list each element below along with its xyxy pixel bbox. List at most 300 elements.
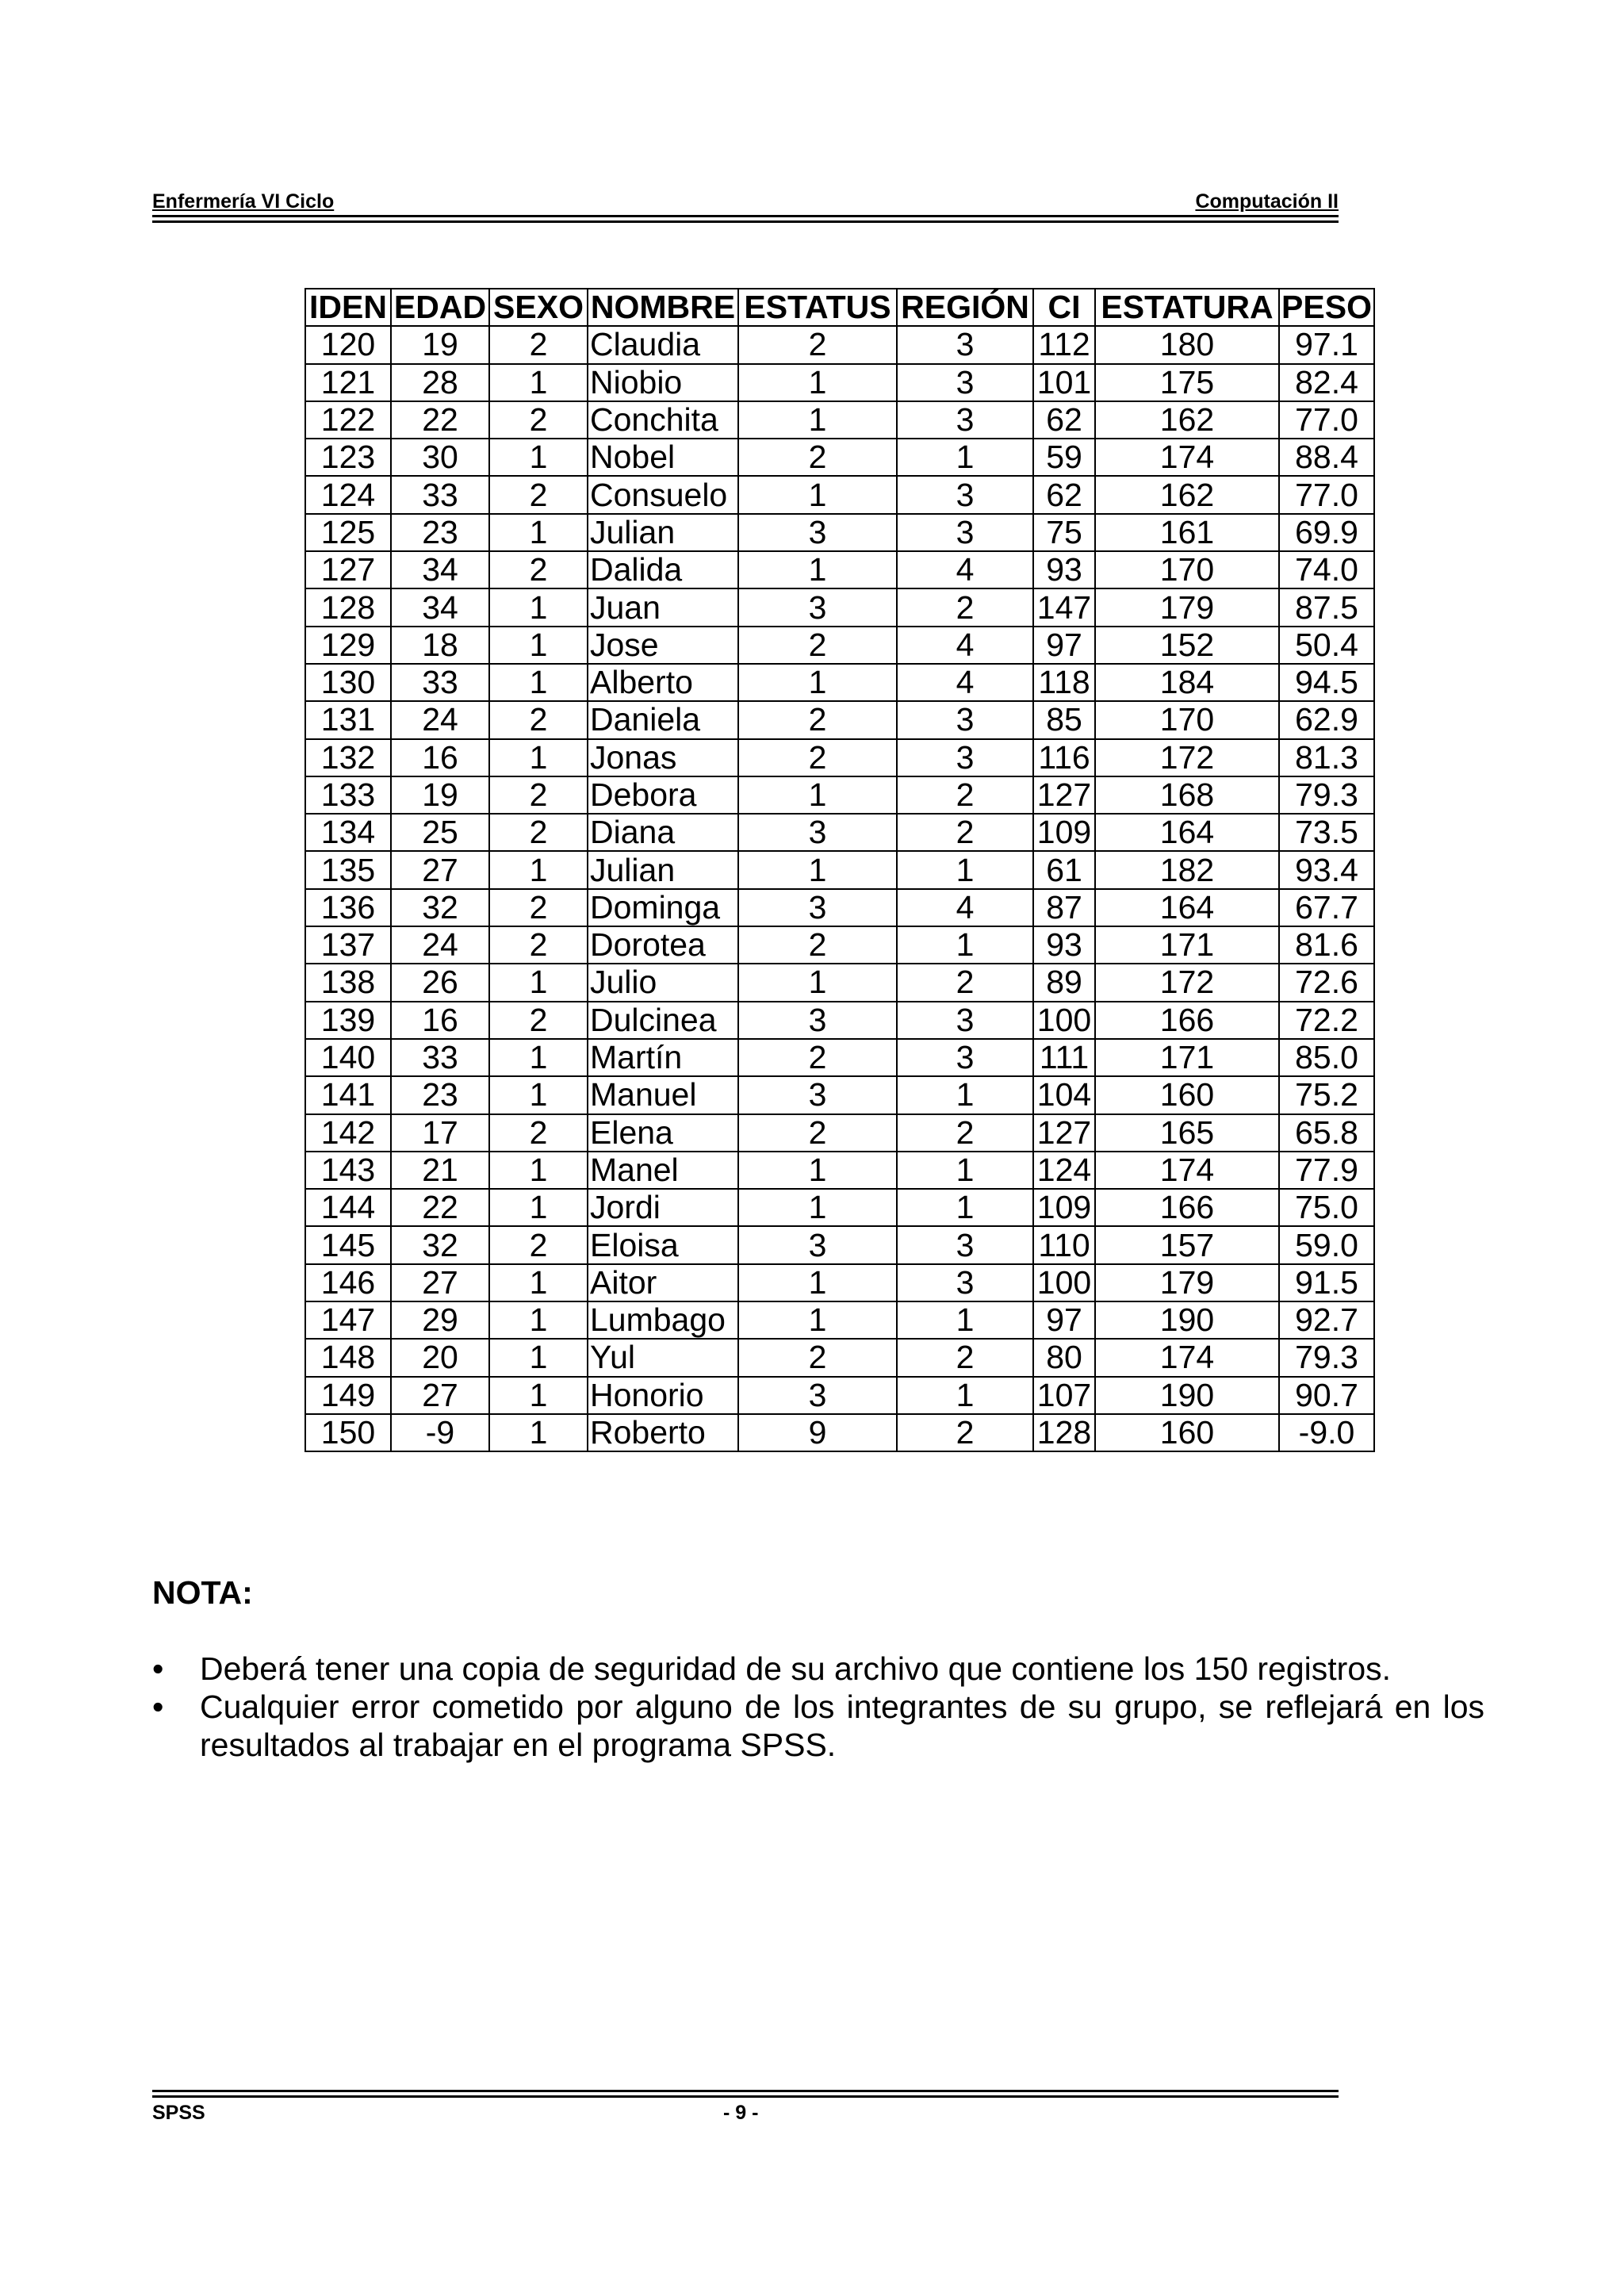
table-row (305, 701, 1374, 738)
cell-ci: 85 (1033, 701, 1095, 738)
cell-sexo: 1 (489, 1414, 588, 1451)
cell-estatus: 3 (738, 1002, 897, 1039)
cell-estatura: 160 (1095, 1076, 1279, 1114)
bullet-icon: • (152, 1688, 164, 1725)
cell-ci: 93 (1033, 926, 1095, 964)
cell-sexo: 2 (489, 1226, 588, 1263)
cell-iden: 141 (305, 1076, 391, 1114)
cell-ci: 127 (1033, 1114, 1095, 1152)
cell-edad: 22 (391, 401, 489, 439)
cell-peso: 79.3 (1279, 1339, 1374, 1376)
cell-region: 3 (897, 739, 1033, 776)
cell-estatus: 3 (738, 889, 897, 926)
table-row (305, 1226, 1374, 1263)
column-header-edad: EDAD (391, 289, 489, 326)
cell-nombre: Eloisa (588, 1226, 738, 1263)
cell-estatura: 157 (1095, 1226, 1279, 1263)
footer-left-text: SPSS (152, 2102, 205, 2124)
cell-ci: 87 (1033, 889, 1095, 926)
cell-region: 3 (897, 364, 1033, 401)
cell-sexo: 1 (489, 514, 588, 551)
cell-ci: 93 (1033, 551, 1095, 588)
cell-nombre: Diana (588, 814, 738, 851)
cell-region: 4 (897, 664, 1033, 701)
cell-nombre: Jose (588, 627, 738, 664)
cell-peso: 81.6 (1279, 926, 1374, 964)
cell-iden: 142 (305, 1114, 391, 1152)
cell-edad: 17 (391, 1114, 489, 1152)
table-row (305, 814, 1374, 851)
cell-estatura: 184 (1095, 664, 1279, 701)
cell-peso: 69.9 (1279, 514, 1374, 551)
cell-edad: 34 (391, 588, 489, 626)
table-row (305, 439, 1374, 476)
cell-nombre: Manuel (588, 1076, 738, 1114)
cell-peso: 87.5 (1279, 588, 1374, 626)
bullet-icon: • (152, 1650, 164, 1687)
cell-estatura: 166 (1095, 1002, 1279, 1039)
cell-region: 3 (897, 701, 1033, 738)
cell-region: 4 (897, 889, 1033, 926)
cell-sexo: 1 (489, 1264, 588, 1301)
column-header-ci: CI (1033, 289, 1095, 326)
cell-edad: 33 (391, 1039, 489, 1076)
cell-edad: 16 (391, 1002, 489, 1039)
cell-nombre: Nobel (588, 439, 738, 476)
cell-region: 1 (897, 1189, 1033, 1226)
cell-estatura: 182 (1095, 851, 1279, 888)
cell-ci: 128 (1033, 1414, 1095, 1451)
cell-estatura: 175 (1095, 364, 1279, 401)
cell-ci: 112 (1033, 326, 1095, 363)
header-rule (152, 215, 1339, 217)
cell-region: 2 (897, 776, 1033, 814)
cell-edad: 23 (391, 514, 489, 551)
cell-nombre: Lumbago (588, 1301, 738, 1339)
cell-ci: 111 (1033, 1039, 1095, 1076)
cell-peso: 79.3 (1279, 776, 1374, 814)
cell-estatura: 161 (1095, 514, 1279, 551)
cell-edad: 24 (391, 701, 489, 738)
cell-estatura: 160 (1095, 1414, 1279, 1451)
cell-nombre: Niobio (588, 364, 738, 401)
table-row (305, 1076, 1374, 1114)
cell-peso: 50.4 (1279, 627, 1374, 664)
cell-ci: 97 (1033, 1301, 1095, 1339)
cell-ci: 110 (1033, 1226, 1095, 1263)
cell-region: 1 (897, 1301, 1033, 1339)
cell-peso: -9.0 (1279, 1414, 1374, 1451)
cell-ci: 100 (1033, 1002, 1095, 1039)
table-row (305, 1339, 1374, 1376)
cell-peso: 67.7 (1279, 889, 1374, 926)
cell-estatura: 165 (1095, 1114, 1279, 1152)
cell-sexo: 1 (489, 851, 588, 888)
cell-iden: 147 (305, 1301, 391, 1339)
cell-iden: 149 (305, 1377, 391, 1414)
cell-peso: 72.2 (1279, 1002, 1374, 1039)
cell-estatus: 2 (738, 1039, 897, 1076)
cell-ci: 89 (1033, 964, 1095, 1001)
cell-sexo: 2 (489, 776, 588, 814)
cell-estatus: 2 (738, 926, 897, 964)
nota-item-text: Deberá tener una copia de seguridad de su archivo que contiene los 150 registros. (200, 1650, 1392, 1687)
cell-sexo: 1 (489, 364, 588, 401)
cell-estatus: 2 (738, 326, 897, 363)
cell-peso: 81.3 (1279, 739, 1374, 776)
cell-sexo: 1 (489, 439, 588, 476)
cell-region: 2 (897, 964, 1033, 1001)
cell-sexo: 2 (489, 1114, 588, 1152)
cell-sexo: 2 (489, 814, 588, 851)
table-row (305, 627, 1374, 664)
footer-rule-2 (152, 2095, 1339, 2098)
cell-edad: 28 (391, 364, 489, 401)
table-header-row (305, 289, 1374, 326)
cell-edad: 32 (391, 889, 489, 926)
cell-sexo: 2 (489, 326, 588, 363)
cell-nombre: Martín (588, 1039, 738, 1076)
cell-region: 3 (897, 401, 1033, 439)
cell-estatus: 3 (738, 814, 897, 851)
cell-sexo: 2 (489, 551, 588, 588)
cell-sexo: 1 (489, 1301, 588, 1339)
cell-nombre: Daniela (588, 701, 738, 738)
cell-peso: 77.0 (1279, 401, 1374, 439)
cell-estatura: 164 (1095, 814, 1279, 851)
cell-ci: 75 (1033, 514, 1095, 551)
cell-nombre: Dalida (588, 551, 738, 588)
table-row (305, 739, 1374, 776)
cell-iden: 123 (305, 439, 391, 476)
cell-edad: 32 (391, 1226, 489, 1263)
cell-edad: 30 (391, 439, 489, 476)
cell-estatus: 1 (738, 364, 897, 401)
data-table (304, 288, 1375, 1452)
cell-edad: 23 (391, 1076, 489, 1114)
cell-peso: 82.4 (1279, 364, 1374, 401)
table-row (305, 514, 1374, 551)
cell-edad: 25 (391, 814, 489, 851)
cell-estatura: 162 (1095, 401, 1279, 439)
cell-sexo: 1 (489, 1189, 588, 1226)
cell-nombre: Julio (588, 964, 738, 1001)
table-row (305, 1377, 1374, 1414)
cell-iden: 139 (305, 1002, 391, 1039)
cell-ci: 109 (1033, 1189, 1095, 1226)
cell-nombre: Elena (588, 1114, 738, 1152)
cell-sexo: 2 (489, 926, 588, 964)
cell-ci: 62 (1033, 401, 1095, 439)
cell-nombre: Juan (588, 588, 738, 626)
cell-edad: 18 (391, 627, 489, 664)
header-rule-2 (152, 220, 1339, 223)
cell-iden: 125 (305, 514, 391, 551)
cell-iden: 131 (305, 701, 391, 738)
cell-nombre: Yul (588, 1339, 738, 1376)
cell-peso: 91.5 (1279, 1264, 1374, 1301)
cell-iden: 146 (305, 1264, 391, 1301)
cell-region: 3 (897, 1226, 1033, 1263)
cell-ci: 97 (1033, 627, 1095, 664)
cell-peso: 85.0 (1279, 1039, 1374, 1076)
cell-estatura: 152 (1095, 627, 1279, 664)
cell-nombre: Dorotea (588, 926, 738, 964)
cell-iden: 133 (305, 776, 391, 814)
cell-sexo: 2 (489, 401, 588, 439)
cell-estatus: 2 (738, 439, 897, 476)
cell-estatus: 1 (738, 664, 897, 701)
cell-estatura: 164 (1095, 889, 1279, 926)
cell-peso: 77.0 (1279, 476, 1374, 513)
cell-estatus: 2 (738, 739, 897, 776)
table-row (305, 1002, 1374, 1039)
cell-estatus: 3 (738, 1377, 897, 1414)
cell-peso: 88.4 (1279, 439, 1374, 476)
table-body (305, 326, 1374, 1451)
nota-item (152, 1650, 1484, 1688)
cell-region: 1 (897, 926, 1033, 964)
page-number: - 9 - (723, 2102, 759, 2124)
cell-estatus: 9 (738, 1414, 897, 1451)
cell-edad: 19 (391, 326, 489, 363)
cell-sexo: 2 (489, 889, 588, 926)
cell-nombre: Conchita (588, 401, 738, 439)
table-row (305, 1301, 1374, 1339)
cell-nombre: Dominga (588, 889, 738, 926)
cell-peso: 94.5 (1279, 664, 1374, 701)
cell-estatus: 3 (738, 1076, 897, 1114)
cell-ci: 124 (1033, 1152, 1095, 1189)
cell-estatura: 170 (1095, 551, 1279, 588)
cell-ci: 127 (1033, 776, 1095, 814)
cell-peso: 65.8 (1279, 1114, 1374, 1152)
cell-nombre: Julian (588, 514, 738, 551)
cell-sexo: 2 (489, 1002, 588, 1039)
cell-region: 3 (897, 1264, 1033, 1301)
cell-sexo: 1 (489, 588, 588, 626)
table-row (305, 964, 1374, 1001)
cell-nombre: Claudia (588, 326, 738, 363)
cell-peso: 75.2 (1279, 1076, 1374, 1114)
cell-edad: 33 (391, 476, 489, 513)
cell-iden: 136 (305, 889, 391, 926)
table-row (305, 326, 1374, 363)
cell-ci: 107 (1033, 1377, 1095, 1414)
cell-edad: 27 (391, 1264, 489, 1301)
cell-sexo: 1 (489, 1076, 588, 1114)
cell-estatus: 3 (738, 1226, 897, 1263)
cell-iden: 127 (305, 551, 391, 588)
cell-iden: 122 (305, 401, 391, 439)
page-header (152, 190, 1339, 213)
cell-edad: 27 (391, 1377, 489, 1414)
cell-region: 3 (897, 1039, 1033, 1076)
cell-estatus: 1 (738, 1264, 897, 1301)
cell-estatura: 166 (1095, 1189, 1279, 1226)
nota-list (152, 1650, 1484, 1764)
cell-edad: -9 (391, 1414, 489, 1451)
cell-ci: 116 (1033, 739, 1095, 776)
cell-estatura: 171 (1095, 1039, 1279, 1076)
table-row (305, 1189, 1374, 1226)
cell-nombre: Manel (588, 1152, 738, 1189)
table-row (305, 664, 1374, 701)
cell-estatus: 2 (738, 701, 897, 738)
cell-ci: 104 (1033, 1076, 1095, 1114)
table-row (305, 364, 1374, 401)
cell-nombre: Debora (588, 776, 738, 814)
cell-edad: 34 (391, 551, 489, 588)
cell-estatura: 172 (1095, 964, 1279, 1001)
cell-estatus: 2 (738, 1339, 897, 1376)
table-row (305, 889, 1374, 926)
nota-title: NOTA: (152, 1574, 253, 1611)
cell-estatus: 1 (738, 1189, 897, 1226)
cell-peso: 59.0 (1279, 1226, 1374, 1263)
cell-ci: 80 (1033, 1339, 1095, 1376)
cell-sexo: 1 (489, 739, 588, 776)
cell-ci: 62 (1033, 476, 1095, 513)
cell-edad: 19 (391, 776, 489, 814)
cell-nombre: Jordi (588, 1189, 738, 1226)
cell-estatus: 2 (738, 1114, 897, 1152)
cell-iden: 150 (305, 1414, 391, 1451)
cell-sexo: 1 (489, 964, 588, 1001)
cell-nombre: Honorio (588, 1377, 738, 1414)
cell-estatura: 174 (1095, 439, 1279, 476)
cell-region: 2 (897, 1339, 1033, 1376)
cell-sexo: 1 (489, 1377, 588, 1414)
table-row (305, 401, 1374, 439)
cell-ci: 147 (1033, 588, 1095, 626)
cell-sexo: 2 (489, 476, 588, 513)
cell-region: 4 (897, 551, 1033, 588)
cell-ci: 61 (1033, 851, 1095, 888)
column-header-estatura: ESTATURA (1095, 289, 1279, 326)
cell-peso: 97.1 (1279, 326, 1374, 363)
column-header-region: REGIÓN (897, 289, 1033, 326)
cell-nombre: Dulcinea (588, 1002, 738, 1039)
cell-region: 2 (897, 814, 1033, 851)
cell-iden: 143 (305, 1152, 391, 1189)
column-header-estatus: ESTATUS (738, 289, 897, 326)
cell-nombre: Consuelo (588, 476, 738, 513)
cell-region: 3 (897, 514, 1033, 551)
cell-region: 1 (897, 439, 1033, 476)
column-header-iden: IDEN (305, 289, 391, 326)
cell-region: 1 (897, 1377, 1033, 1414)
header-left-text: Enfermería VI Ciclo (152, 190, 335, 213)
column-header-peso: PESO (1279, 289, 1374, 326)
cell-nombre: Julian (588, 851, 738, 888)
cell-ci: 59 (1033, 439, 1095, 476)
table-row (305, 776, 1374, 814)
table-row (305, 926, 1374, 964)
cell-peso: 93.4 (1279, 851, 1374, 888)
cell-estatura: 174 (1095, 1339, 1279, 1376)
cell-peso: 73.5 (1279, 814, 1374, 851)
cell-estatus: 2 (738, 627, 897, 664)
cell-sexo: 2 (489, 701, 588, 738)
cell-estatus: 1 (738, 401, 897, 439)
table-row (305, 1114, 1374, 1152)
cell-estatura: 190 (1095, 1377, 1279, 1414)
table-row (305, 1414, 1374, 1451)
cell-peso: 62.9 (1279, 701, 1374, 738)
cell-estatura: 174 (1095, 1152, 1279, 1189)
cell-iden: 128 (305, 588, 391, 626)
table-row (305, 551, 1374, 588)
cell-edad: 29 (391, 1301, 489, 1339)
cell-ci: 101 (1033, 364, 1095, 401)
cell-edad: 27 (391, 851, 489, 888)
cell-edad: 33 (391, 664, 489, 701)
cell-edad: 21 (391, 1152, 489, 1189)
cell-region: 1 (897, 851, 1033, 888)
cell-region: 2 (897, 1114, 1033, 1152)
header-right-text: Computación II (1195, 190, 1339, 213)
cell-nombre: Aitor (588, 1264, 738, 1301)
cell-iden: 135 (305, 851, 391, 888)
cell-estatura: 179 (1095, 588, 1279, 626)
cell-iden: 144 (305, 1189, 391, 1226)
table-row (305, 1264, 1374, 1301)
cell-sexo: 1 (489, 627, 588, 664)
table-row (305, 1152, 1374, 1189)
nota-item (152, 1688, 1484, 1764)
cell-region: 3 (897, 326, 1033, 363)
cell-iden: 124 (305, 476, 391, 513)
cell-region: 1 (897, 1076, 1033, 1114)
table-row (305, 1039, 1374, 1076)
cell-sexo: 1 (489, 1339, 588, 1376)
cell-ci: 118 (1033, 664, 1095, 701)
cell-estatura: 190 (1095, 1301, 1279, 1339)
footer-rule (152, 2090, 1339, 2092)
cell-peso: 77.9 (1279, 1152, 1374, 1189)
cell-edad: 20 (391, 1339, 489, 1376)
cell-iden: 145 (305, 1226, 391, 1263)
cell-estatus: 1 (738, 776, 897, 814)
cell-iden: 137 (305, 926, 391, 964)
cell-edad: 26 (391, 964, 489, 1001)
cell-estatus: 3 (738, 588, 897, 626)
cell-edad: 24 (391, 926, 489, 964)
cell-region: 2 (897, 588, 1033, 626)
cell-estatus: 1 (738, 964, 897, 1001)
cell-peso: 90.7 (1279, 1377, 1374, 1414)
cell-estatus: 3 (738, 514, 897, 551)
cell-estatus: 1 (738, 551, 897, 588)
cell-peso: 75.0 (1279, 1189, 1374, 1226)
cell-peso: 72.6 (1279, 964, 1374, 1001)
cell-estatus: 1 (738, 476, 897, 513)
cell-region: 1 (897, 1152, 1033, 1189)
cell-iden: 121 (305, 364, 391, 401)
cell-sexo: 1 (489, 664, 588, 701)
cell-nombre: Alberto (588, 664, 738, 701)
cell-sexo: 1 (489, 1039, 588, 1076)
cell-iden: 129 (305, 627, 391, 664)
cell-region: 3 (897, 476, 1033, 513)
cell-estatus: 1 (738, 851, 897, 888)
column-header-nombre: NOMBRE (588, 289, 738, 326)
cell-estatura: 168 (1095, 776, 1279, 814)
cell-iden: 134 (305, 814, 391, 851)
cell-iden: 148 (305, 1339, 391, 1376)
table-row (305, 588, 1374, 626)
